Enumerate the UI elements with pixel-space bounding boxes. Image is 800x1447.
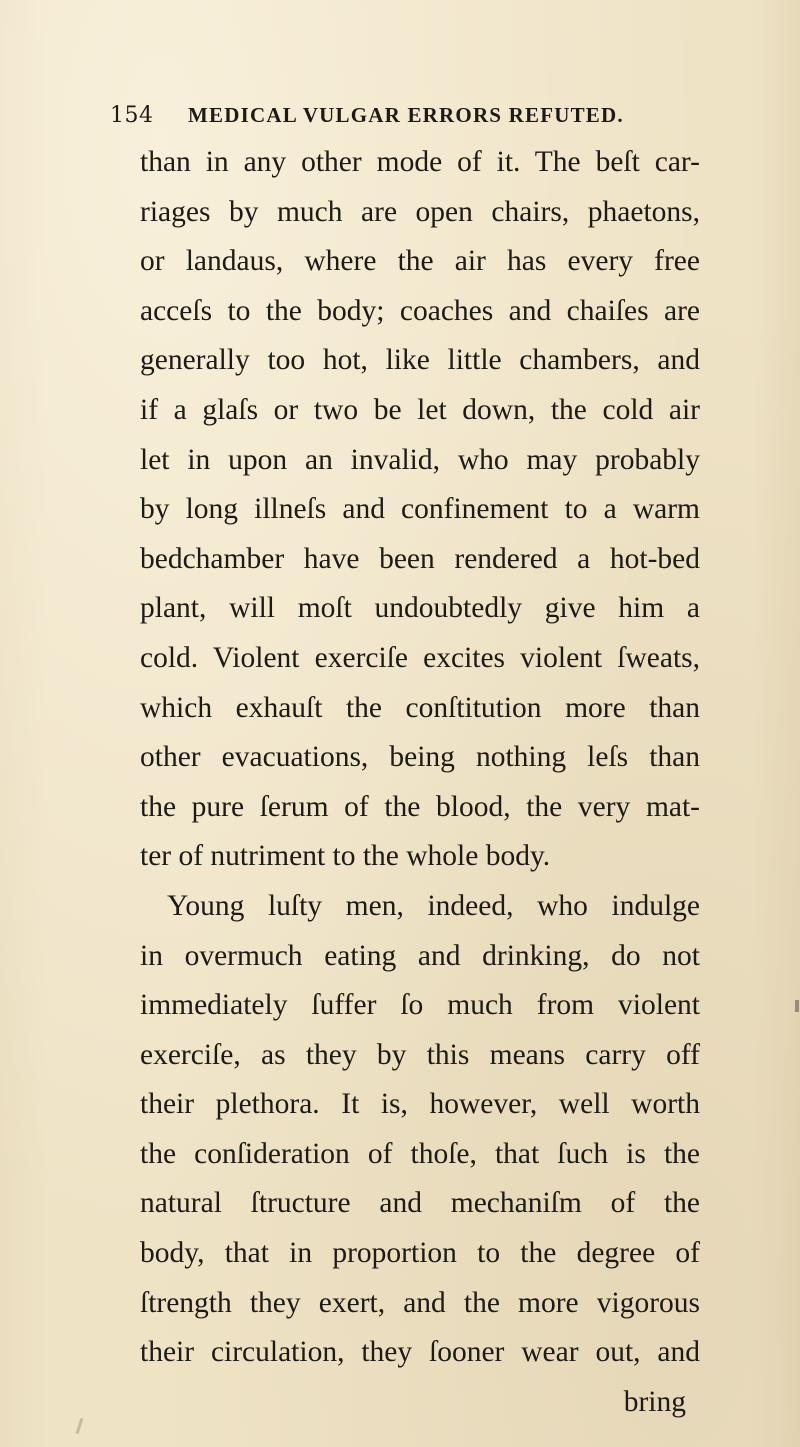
running-head [110,103,670,133]
page-number: 154 [110,103,154,128]
text-line: let in upon an invalid, who may probably [140,443,700,476]
text-line: than in any other mode of it. The beſt car- [140,146,700,178]
text-line: the pure ſerum of the blood, the very mat- [140,790,700,823]
text-line: plant, will moſt undoubtedly give him a [140,592,700,625]
text-line: ſtrength they exert, and the more vigorous [140,1286,700,1319]
text-line: cold. Violent exerciſe excites violent ſweats, [140,641,700,674]
catchword: bring [623,1385,686,1418]
running-title: MEDICAL VULGAR ERRORS REFUTED. [188,103,624,127]
text-line: exerciſe, as they by this means carry off [140,1038,700,1071]
page-speck [76,1418,84,1434]
text-line: acceſs to the body; coaches and chaiſes are [140,294,700,327]
text-line: or landaus, where the air has every free [140,245,700,278]
text-line: immediately ſuffer ſo much from violent [140,989,700,1022]
text-line: other evacuations, being nothing leſs than [140,741,700,774]
text-line: by long illneſs and confinement to a warm [140,493,700,526]
body-text [140,138,700,1427]
text-line: the conſideration of thoſe, that ſuch is the [140,1137,700,1170]
text-line: natural ſtructure and mechaniſm of the [140,1187,700,1220]
text-line: which exhauſt the conſtitution more than [140,691,700,724]
text-line: generally too hot, like little chambers, and [140,344,700,377]
text-line: body, that in proportion to the degree of [140,1237,700,1270]
text-line: bedchamber have been rendered a hot-bed [140,542,700,575]
text-line: Young luſty men, indeed, who indulge [167,889,700,922]
text-line: if a glaſs or two be let down, the cold air [140,393,700,426]
text-line: their circulation, they ſooner wear out, and [140,1336,700,1369]
text-line: their plethora. It is, however, well worth [140,1088,700,1121]
text-line: riages by much are open chairs, phaetons, [140,195,700,228]
text-line: ter of nutriment to the whole body. [140,840,551,873]
text-line: in overmuch eating and drinking, do not [140,939,700,972]
page-speck [795,1000,799,1012]
